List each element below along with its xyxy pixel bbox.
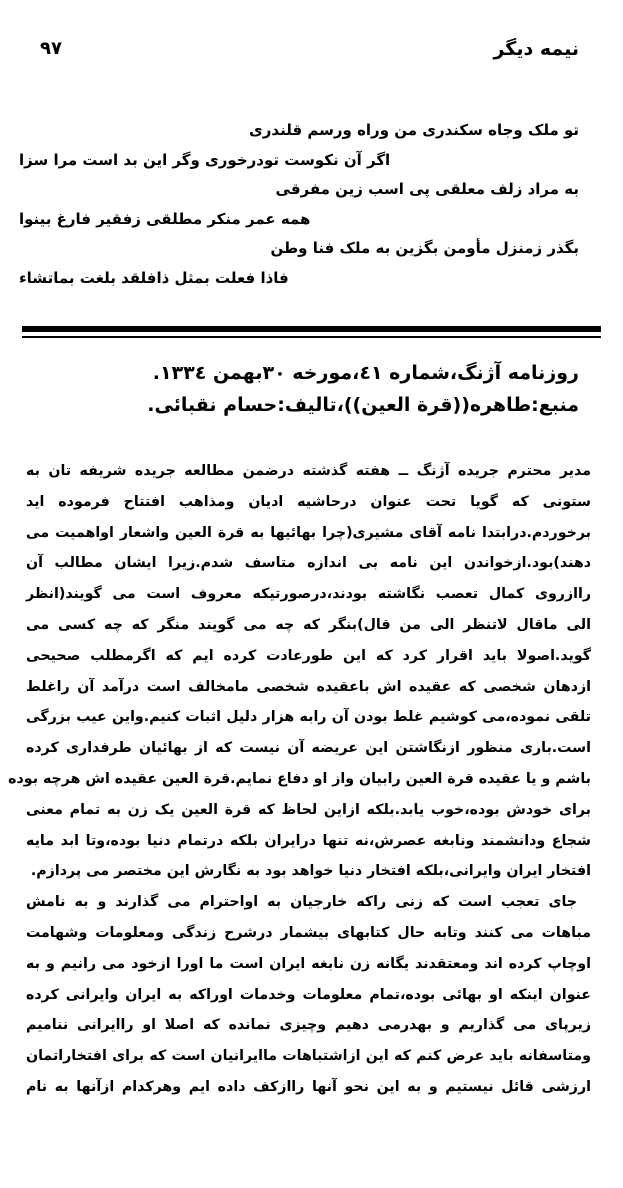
body-line: الی ماقال لاتنظر الی من قال)بنگر که چه می گویند منگر که چه کسی می	[26, 616, 591, 633]
poem-line: بگذر زمنزل مأومن بگزین به ملک فنا وطن	[270, 239, 579, 257]
newspaper-reference: روزنامه آژنگ،شماره ٤١،مورخه ٣٠بهمن ١٣٣٤.	[152, 362, 579, 384]
poem-line: فاذا فعلت بمثل ذافلقد بلغت بماتشاء	[19, 268, 289, 287]
book-source-reference: منبع:طاهره((قرة العین))،تالیف:حسام نقبائی.	[147, 394, 579, 416]
page-number: ۹۷	[40, 38, 62, 59]
body-line: شجاع ودانشمند ونابغه عصرش،نه تنها درایران بلکه درتمام دنیا بوده،وتا ابد مایه	[26, 832, 591, 849]
body-line: مباهات می کنند وتابه حال کتابهای بیشمار درشرح زندگی ومعلومات وشهامت	[26, 924, 591, 941]
body-line: برای خودش بوده،خوب یابد.بلکه ازاین لحاظ که قرة العین یک زن به تمام معنی	[26, 801, 591, 818]
body-line: ارزشی قائل نیستیم و به این نحو آنها راازکف داده ایم وهرکدام ازآنها به نام	[26, 1078, 591, 1095]
body-line: جای تعجب است که زنی راکه خارجیان به اواحترام می گذارند و به نامش	[26, 894, 577, 911]
body-line: ازدهان شخصی که عقیده اش باعقیده شخصی مامخالف است درآمد آن راغلط	[26, 678, 591, 695]
body-line: مدیر محترم جریده آژنگ ــ هفته گذشته درضمن مطالعه جریده شریفه تان به	[26, 463, 591, 479]
poem-line: به مراد زلف معلقی پی اسب زین مفرقی	[275, 180, 579, 198]
poem-block	[19, 116, 579, 293]
poem-line: تو ملک وجاه سکندری من وراه ورسم قلندری	[249, 121, 579, 139]
body-line: است.باری منظور ازنگاشتن این عریضه آن نیست که از بهائیان طرفداری کرده	[26, 740, 591, 757]
body-line: زیرپای می گذاریم و بهدرمی دهیم وچیزی نمانده که اصلا او راایرانی ننامیم	[26, 1017, 591, 1034]
body-line: برخوردم.درابتدا نامه آقای مشیری(چرا بهائیها به قرة العین واشعار اواهمیت می	[26, 524, 591, 541]
body-line: عنوان اینکه او بهائی بوده،تمام معلومات وخدمات اوراکه به ایران وایرانی کرده	[26, 986, 591, 1003]
body-line: افتخار ایران وایرانی،بلکه افتخار دنیا خواهد بود به نگارش این مختصر می پردازم.	[30, 863, 591, 880]
body-line: تلقی نموده،می کوشیم غلط بودن آن رابه هزار دلیل اثبات کنیم.واین عیب بزرگی	[26, 709, 591, 726]
section-divider	[22, 326, 601, 338]
poem-line: اگر آن نکوست تودرخوری وگر این بد است مرا سزا	[19, 150, 391, 169]
body-line: باشم و یا عقیده قرة العین رابیان واز او دفاع نمایم.قرة العین عقیده اش هرچه بوده	[8, 770, 591, 787]
source-citation	[19, 357, 579, 421]
poem-line: همه عمر منکر مطلقی زفقیر فارغ بینوا	[19, 209, 311, 228]
letter-body	[8, 456, 591, 1103]
body-line: اوچاپ کرده اند ومعتقدند یگانه زن نابغه ایران است ما اورا ازخود می رانیم و به	[26, 955, 591, 972]
divider-thick-rule	[22, 326, 601, 332]
body-line: دهند)بود.ازخواندن این نامه بی اندازه متاسف شدم.زیرا ایشان مطالب آن	[26, 555, 591, 572]
body-line: راازروی کمال تعصب نگاشته بودند،درصورتیکه معروف است می گویند(انظر	[26, 586, 591, 603]
body-line: ستونی که گویا تحت عنوان درحاشیه ادیان ومذاهب افتتاح فرموده اید	[26, 493, 591, 510]
body-line: گوید.اصولا باید اقرار کرد که این طورعادت کرده ایم که اگرمطلب صحیحی	[26, 647, 591, 664]
divider-thin-rule	[22, 336, 601, 338]
running-title: نیمه دیگر	[493, 38, 579, 60]
body-line: ومتاسفانه باید عرض کنم که این ازاشتباهات ماایرانیان است که برای افتخاراتمان	[26, 1048, 591, 1065]
